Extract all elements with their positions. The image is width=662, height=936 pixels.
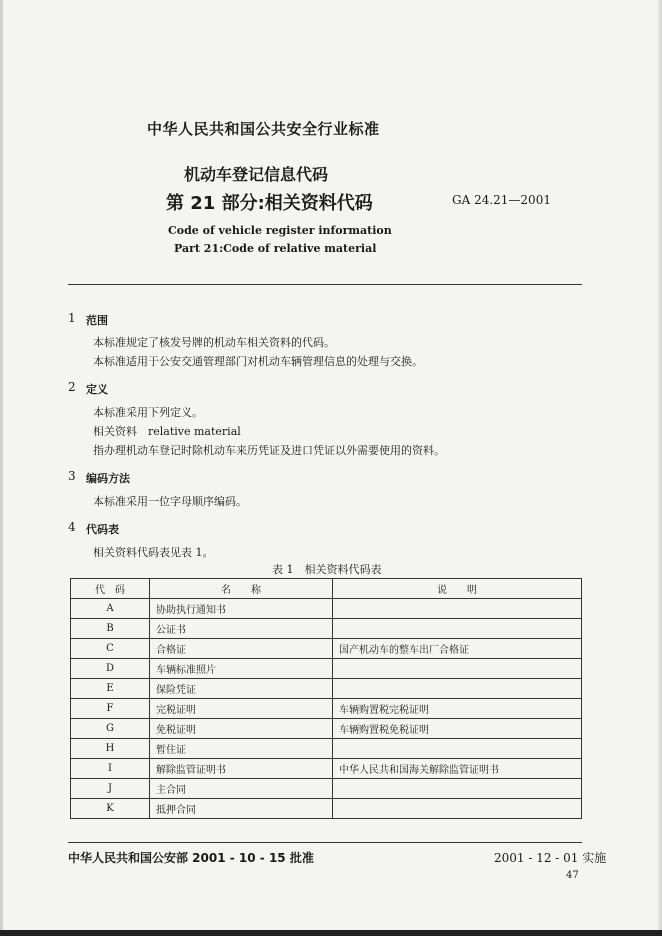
table-row — [71, 659, 582, 679]
section-number: 4 — [68, 520, 76, 534]
description-cell: 车辆购置税完税证明 — [333, 699, 582, 719]
code-cell: A — [71, 599, 150, 619]
column-header-name: 名 称 — [150, 579, 333, 599]
description-cell — [333, 739, 582, 759]
description-cell: 车辆购置税免税证明 — [333, 719, 582, 739]
section-title: 代码表 — [86, 523, 119, 536]
code-cell: F — [71, 699, 150, 719]
header-divider — [68, 284, 582, 285]
description-cell — [333, 779, 582, 799]
description-cell: 中华人民共和国海关解除监管证明书 — [333, 759, 582, 779]
table-row — [71, 679, 582, 699]
doc-subtitle: 第 21 部分:相关资料代码 — [166, 193, 373, 214]
code-cell: H — [71, 739, 150, 759]
section-title: 定义 — [86, 383, 108, 396]
code-cell: I — [71, 759, 150, 779]
code-cell: B — [71, 619, 150, 639]
section-number: 1 — [68, 311, 76, 325]
code-cell: D — [71, 659, 150, 679]
section-number: 2 — [68, 380, 76, 394]
implementation-date: 2001 - 12 - 01 实施 — [494, 851, 607, 865]
english-title: Code of vehicle register information — [168, 224, 392, 237]
code-cell: K — [71, 799, 150, 819]
name-cell: 主合同 — [150, 779, 333, 799]
paragraph: 本标准规定了核发号牌的机动车相关资料的代码。 — [93, 336, 335, 349]
description-cell — [333, 599, 582, 619]
table-row — [71, 619, 582, 639]
description-cell — [333, 679, 582, 699]
code-table — [70, 578, 582, 819]
name-cell: 公证书 — [150, 619, 333, 639]
section-title: 编码方法 — [86, 472, 130, 485]
scan-edge — [0, 930, 662, 936]
table-row — [71, 799, 582, 819]
code-cell: C — [71, 639, 150, 659]
name-cell: 暂住证 — [150, 739, 333, 759]
name-cell: 合格证 — [150, 639, 333, 659]
table-row — [71, 599, 582, 619]
code-cell: J — [71, 779, 150, 799]
description-cell: 国产机动车的整车出厂合格证 — [333, 639, 582, 659]
doc-title: 机动车登记信息代码 — [184, 165, 329, 184]
paragraph: 本标准适用于公安交通管理部门对机动车辆管理信息的处理与交换。 — [93, 355, 423, 368]
scan-edge — [0, 0, 3, 936]
name-cell: 完税证明 — [150, 699, 333, 719]
section-number: 3 — [68, 469, 76, 483]
paragraph: 本标准采用下列定义。 — [93, 406, 203, 419]
table-row — [71, 639, 582, 659]
footer-divider — [68, 842, 582, 843]
column-header-description: 说 明 — [333, 579, 582, 599]
table-caption: 表 1 相关资料代码表 — [272, 563, 382, 576]
description-cell — [333, 659, 582, 679]
definition-term: 相关资料 relative material — [93, 425, 241, 438]
name-cell: 解除监管证明书 — [150, 759, 333, 779]
name-cell: 免税证明 — [150, 719, 333, 739]
name-cell: 保险凭证 — [150, 679, 333, 699]
table-header-row — [71, 579, 582, 599]
name-cell: 抵押合同 — [150, 799, 333, 819]
page-number: 47 — [566, 870, 579, 881]
approval-date: 中华人民共和国公安部 2001 - 10 - 15 批准 — [68, 851, 314, 865]
code-cell: E — [71, 679, 150, 699]
section-title: 范围 — [86, 314, 108, 327]
table-row — [71, 779, 582, 799]
description-cell — [333, 799, 582, 819]
english-subtitle: Part 21:Code of relative material — [174, 242, 377, 255]
column-header-code: 代 码 — [71, 579, 150, 599]
paragraph: 本标准采用一位字母顺序编码。 — [93, 495, 247, 508]
paragraph: 指办理机动车登记时除机动车来历凭证及进口凭证以外需要使用的资料。 — [93, 444, 445, 457]
table-row — [71, 719, 582, 739]
table-row — [71, 739, 582, 759]
description-cell — [333, 619, 582, 639]
standard-number: GA 24.21—2001 — [452, 193, 551, 207]
name-cell: 车辆标准照片 — [150, 659, 333, 679]
scan-edge — [658, 0, 662, 936]
table-row — [71, 759, 582, 779]
code-cell: G — [71, 719, 150, 739]
industry-heading: 中华人民共和国公共安全行业标准 — [147, 120, 380, 138]
name-cell: 协助执行通知书 — [150, 599, 333, 619]
table-row — [71, 699, 582, 719]
paragraph: 相关资料代码表见表 1。 — [93, 546, 214, 559]
